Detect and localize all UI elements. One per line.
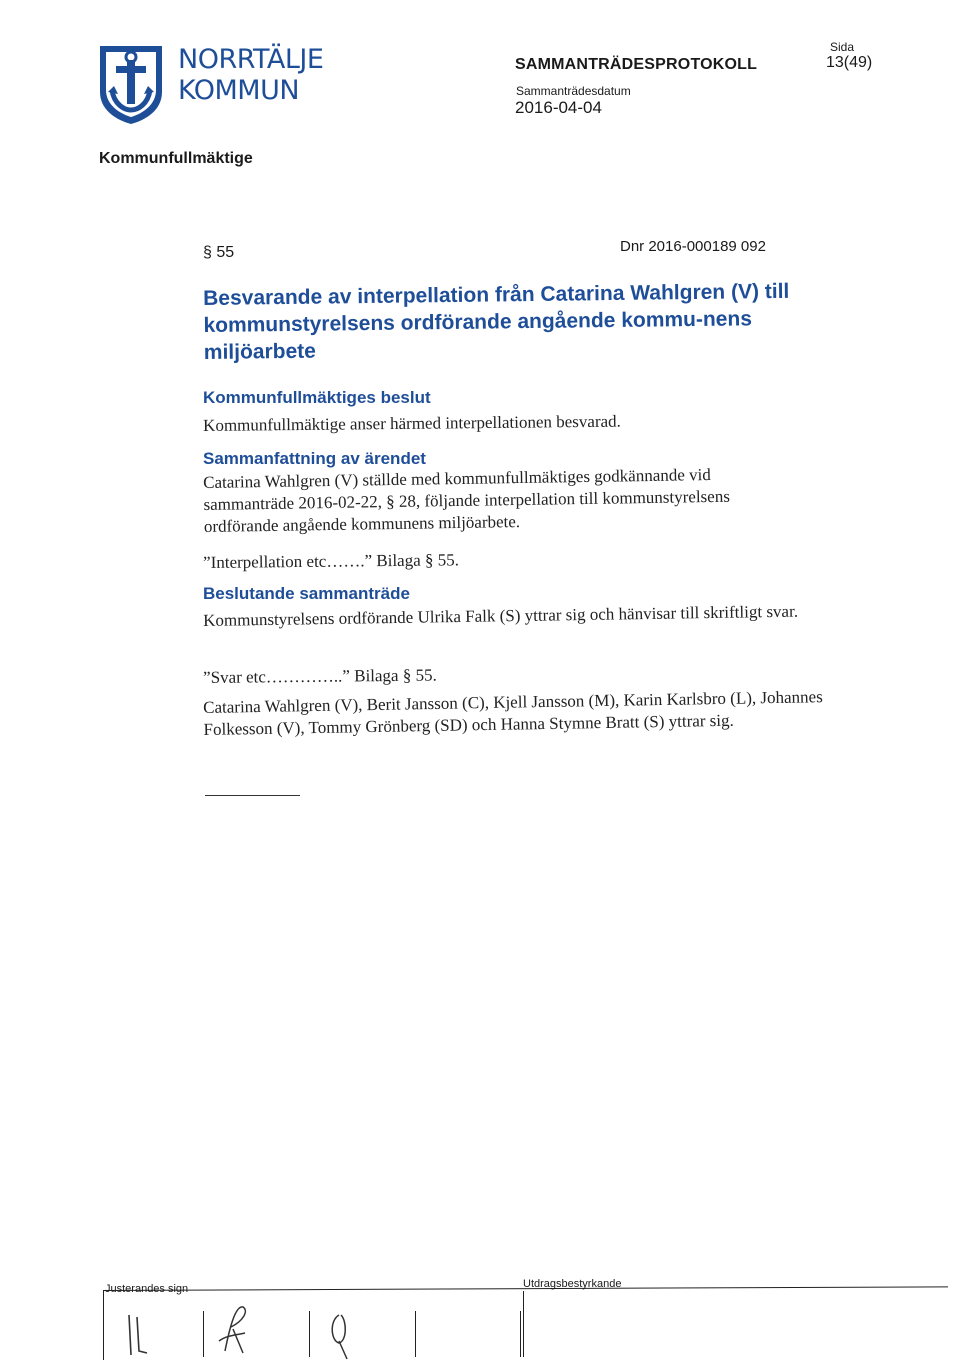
municipality-logo bbox=[96, 42, 336, 128]
justerandes-sign-label: Justerandes sign bbox=[105, 1283, 189, 1295]
logo-line-1: NORRTÄLJE bbox=[178, 44, 324, 75]
decision-heading: Kommunfullmäktiges beslut bbox=[203, 388, 431, 407]
deciding-meeting-heading: Beslutande sammanträde bbox=[203, 584, 410, 603]
interpellation-reference: ”Interpellation etc…….” Bilaga § 55. bbox=[203, 550, 460, 572]
registration-number: Dnr 2016-000189 092 bbox=[620, 238, 766, 255]
summary-text: Catarina Wahlgren (V) ställde med kommunfullmäktiges godkännande vid sammanträde 2016-02-22, § 28, följande interpellation till kommunstyrelsens ordförande angående kommunens miljöarbete. bbox=[203, 465, 731, 536]
meeting-date-label: Sammanträdesdatum bbox=[516, 84, 631, 98]
logo-wordmark bbox=[178, 44, 323, 106]
end-divider bbox=[205, 795, 300, 796]
deciding-meeting-text: Kommunstyrelsens ordförande Ulrika Falk (S) yttrar sig och hänvisar till skriftligt svar. bbox=[203, 601, 799, 630]
anchor-crest-icon bbox=[96, 42, 166, 126]
handwritten-initials bbox=[103, 1281, 948, 1361]
logo-line-2: KOMMUN bbox=[178, 75, 300, 106]
page-number: 13(49) bbox=[826, 54, 873, 71]
summary-heading: Sammanfattning av ärendet bbox=[203, 449, 426, 468]
case-title: Besvarande av interpellation från Catarina Wahlgren (V) till kommunstyrelsens ordförande angående kommu-nens miljöarbete bbox=[203, 279, 790, 364]
signature-area bbox=[103, 1278, 948, 1361]
body-name: Kommunfullmäktige bbox=[99, 150, 253, 167]
speakers-text: Catarina Wahlgren (V), Berit Jansson (C), Kjell Jansson (M), Karin Karlsbro (L), Johannes Folkesson (V), Tommy Grönberg (SD) och Hanna Stymne Bratt (S) yttrar sig. bbox=[203, 687, 823, 739]
decision-text: Kommunfullmäktige anser härmed interpellationen besvarad. bbox=[203, 411, 621, 435]
meeting-date: 2016-04-04 bbox=[515, 98, 602, 117]
page-label: Sida bbox=[830, 40, 855, 54]
answer-reference: ”Svar etc…………..” Bilaga § 55. bbox=[203, 665, 437, 687]
document-type: SAMMANTRÄDESPROTOKOLL bbox=[515, 56, 758, 73]
utdragsbestyrkande-label: Utdragsbestyrkande bbox=[523, 1278, 622, 1290]
paragraph-number: § 55 bbox=[203, 244, 235, 261]
